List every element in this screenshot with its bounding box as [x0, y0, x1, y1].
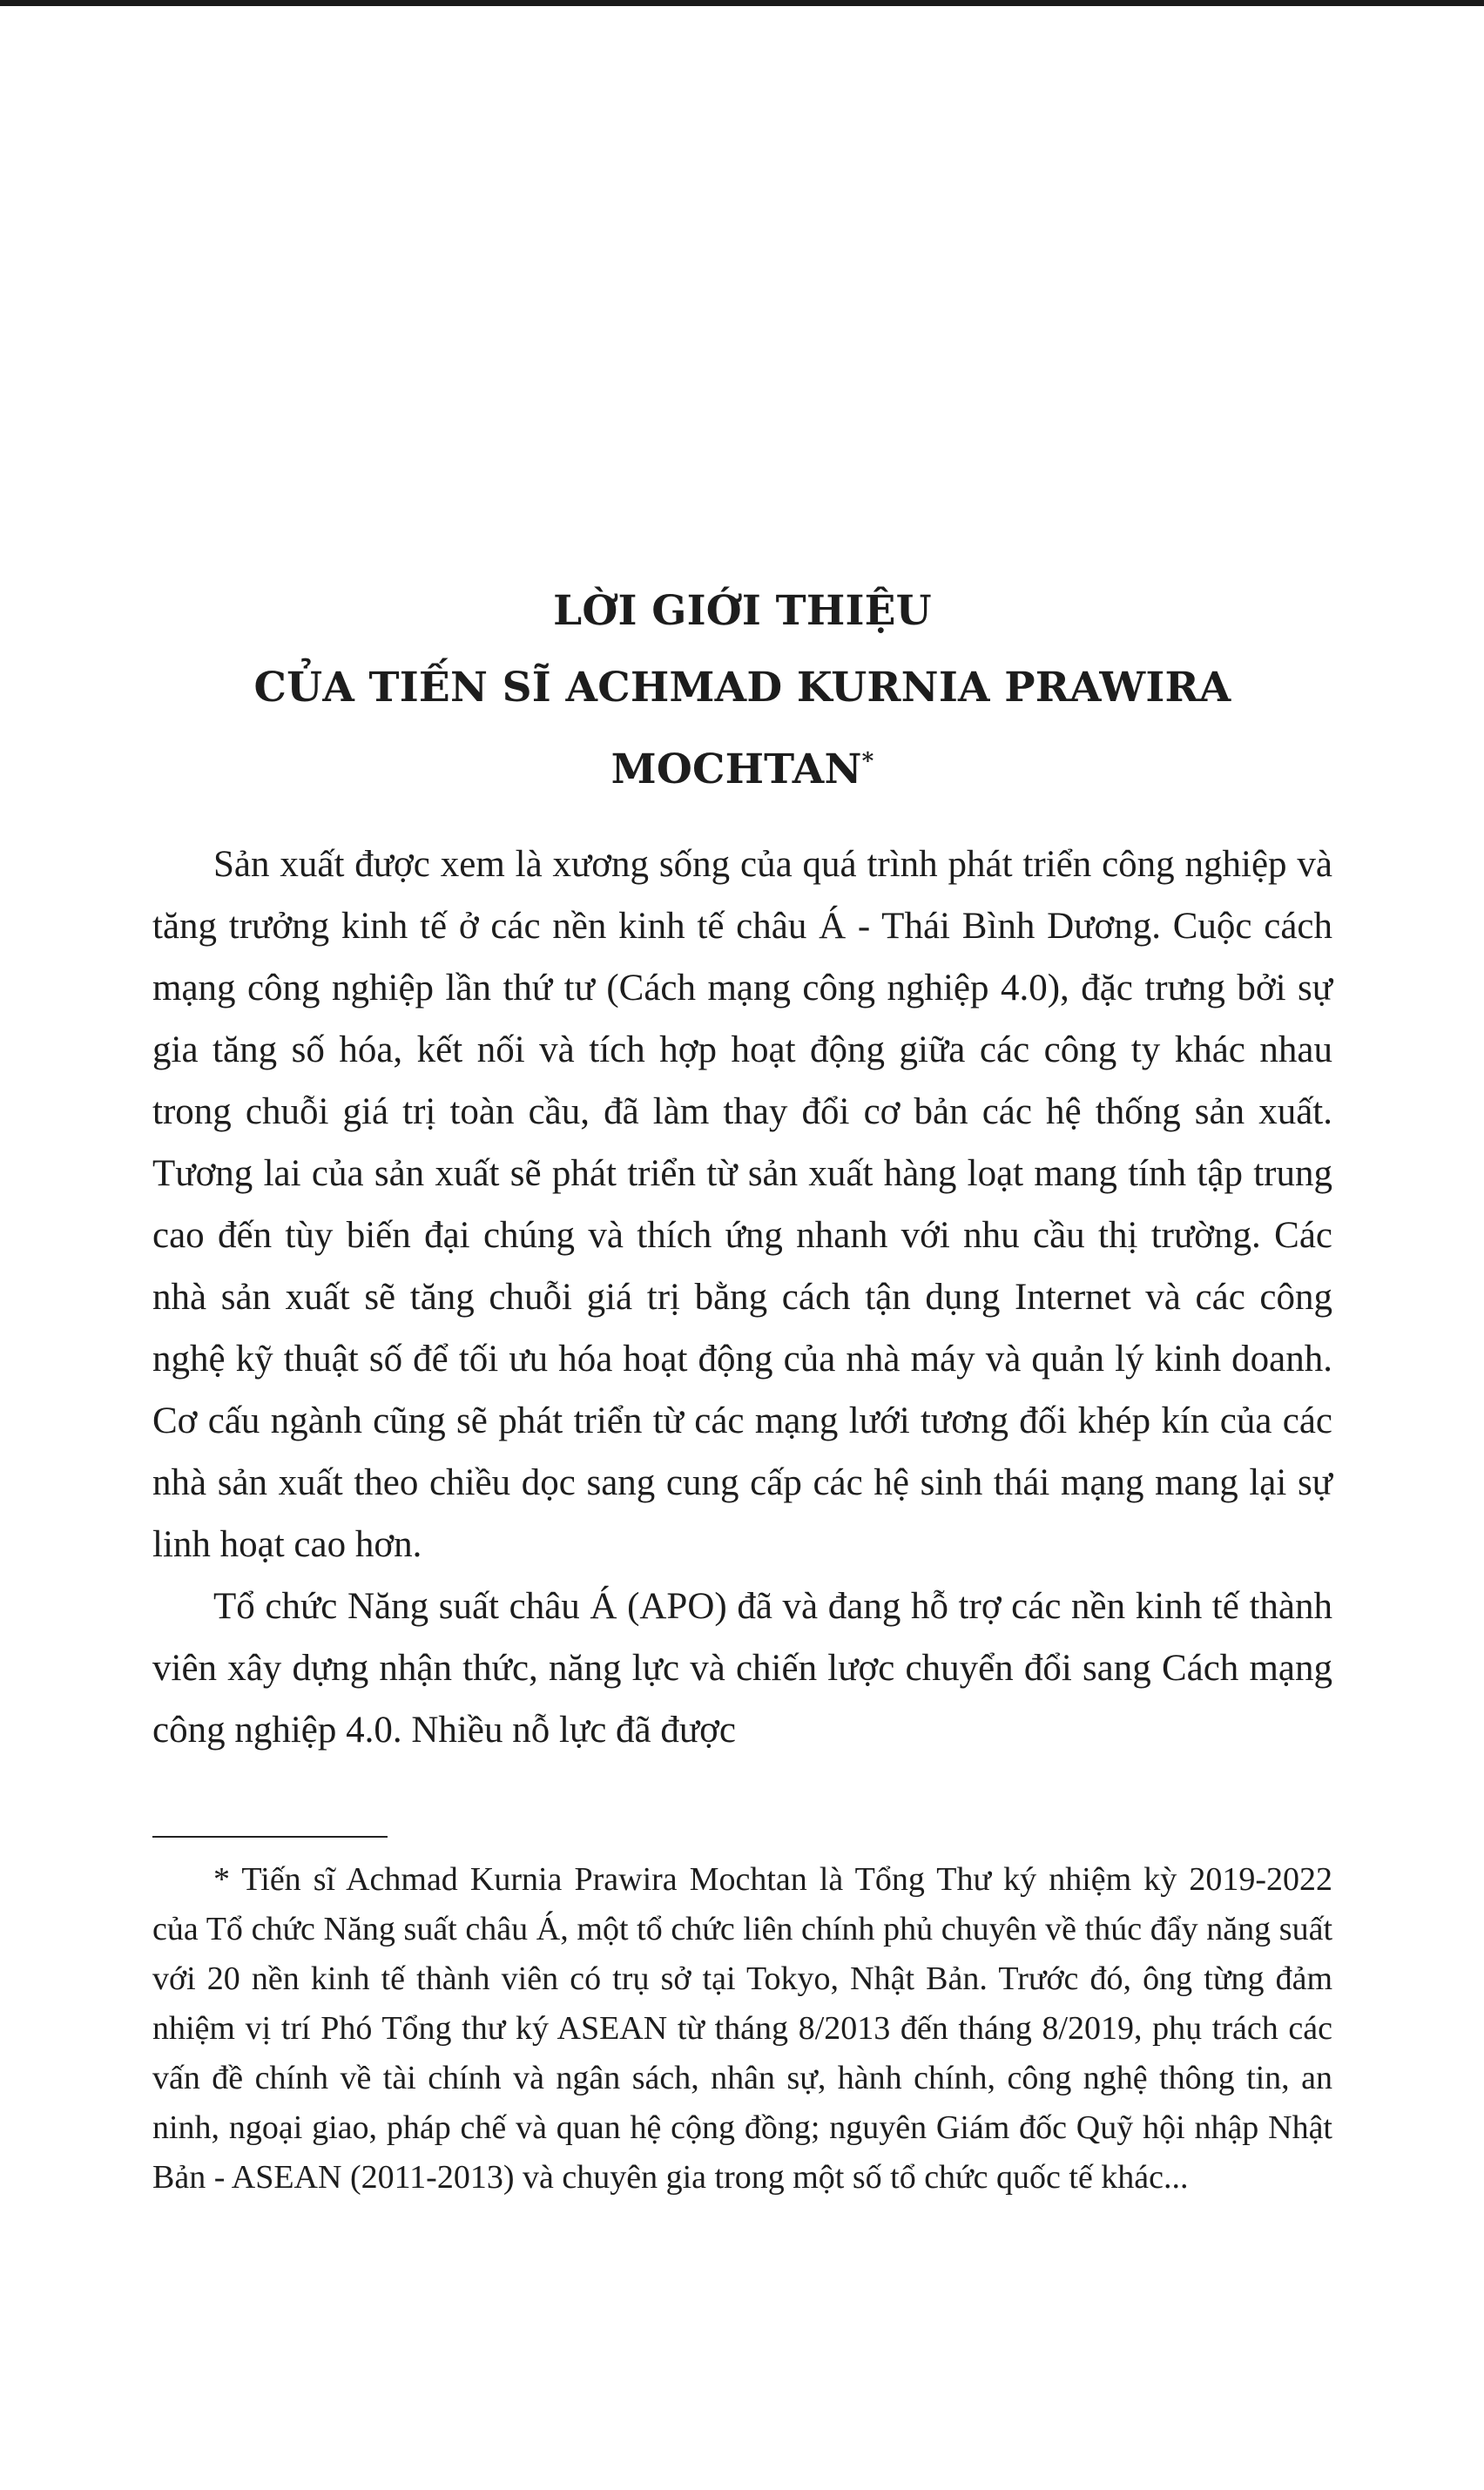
footnote-divider	[152, 1836, 388, 1838]
footnote	[152, 1855, 1332, 2203]
page-content	[152, 570, 1332, 1761]
heading-line-2: CỦA TIẾN SĨ ACHMAD KURNIA PRAWIRA MOCHTAN	[253, 664, 1231, 793]
footnote-marker: *	[861, 748, 874, 775]
paragraph-1-text: Sản xuất được xem là xương sống của quá trình phát triển công nghiệp và tăng trưởng kinh tế ở các nền kinh tế châu Á - Thái Bình Dương. Cuộc cách mạng công nghiệp lần thứ tư (Cách mạng công nghiệp 4.0), đặc trưng bởi sự gia tăng số hóa, kết nối và tích hợp hoạt động giữa các công ty khác nhau trong chuỗi giá trị toàn cầu, đã làm thay đổi cơ bản các hệ thống sản xuất. Tương lai của sản xuất sẽ phát triển từ sản xuất hàng loạt mang tính tập trung cao đến tùy biến đại chúng và thích ứng nhanh với nhu cầu thị trường. Các nhà sản xuất sẽ tăng chuỗi giá trị bằng cách tận dụng Internet và các công nghệ kỹ thuật số để tối ưu hóa hoạt động của nhà máy và quản lý kinh doanh. Cơ cấu ngành cũng sẽ phát triển từ các mạng lưới tương đối khép kín của các nhà sản xuất theo chiều dọc sang cung cấp các hệ sinh thái mạng mang lại sự linh hoạt cao hơn.	[152, 844, 1332, 1565]
heading-line-1: LỜI GIỚI THIỆU	[553, 587, 932, 635]
paragraph-1	[152, 833, 1332, 1576]
paragraph-2	[152, 1576, 1332, 1761]
paragraph-2-text: Tổ chức Năng suất châu Á (APO) đã và đang hỗ trợ các nền kinh tế thành viên xây dựng nhận thức, năng lực và chiến lược chuyển đổi sang Cách mạng công nghiệp 4.0. Nhiều nỗ lực đã được	[152, 1586, 1332, 1751]
footnote-text: * Tiến sĩ Achmad Kurnia Prawira Mochtan là Tổng Thư ký nhiệm kỳ 2019-2022 của Tổ chức Năng suất châu Á, một tổ chức liên chính phủ chuyên về thúc đẩy năng suất với 20 nền kinh tế thành viên có trụ sở tại Tokyo, Nhật Bản. Trước đó, ông từng đảm nhiệm vị trí Phó Tổng thư ký ASEAN từ tháng 8/2013 đến tháng 8/2019, phụ trách các vấn đề chính về tài chính và ngân sách, nhân sự, hành chính, công nghệ thông tin, an ninh, ngoại giao, pháp chế và quan hệ cộng đồng; nguyên Giám đốc Quỹ hội nhập Nhật Bản - ASEAN (2011-2013) và chuyên gia trong một số tổ chức quốc tế khác...	[152, 1861, 1332, 2196]
page-top-edge	[0, 0, 1484, 6]
heading-title	[152, 570, 1332, 652]
heading-subtitle	[152, 647, 1332, 811]
body-text	[152, 833, 1332, 1761]
